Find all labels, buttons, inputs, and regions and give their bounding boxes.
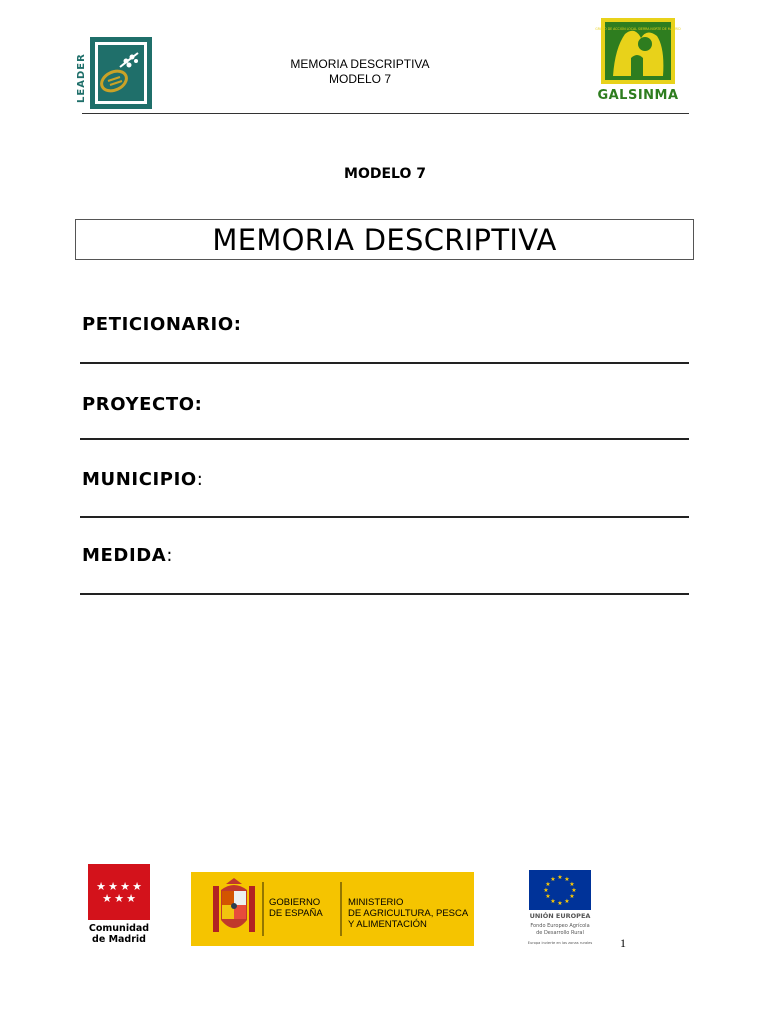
- header-title-line1: MEMORIA DESCRIPTIVA: [290, 57, 430, 71]
- field-medida: [82, 545, 689, 585]
- field-line-proyecto[interactable]: [80, 438, 689, 440]
- field-label: MUNICIPIO: [82, 469, 197, 490]
- field-colon: :: [196, 469, 203, 490]
- svg-text:★: ★: [543, 887, 549, 894]
- field-label: PETICIONARIO:: [82, 314, 242, 335]
- field-label: MEDIDA: [82, 545, 167, 566]
- svg-text:★: ★: [108, 880, 118, 893]
- page-number: 1: [620, 936, 626, 950]
- svg-text:★: ★: [545, 893, 551, 900]
- min-line1: MINISTERIO: [348, 897, 404, 908]
- svg-text:★: ★: [96, 880, 106, 893]
- comunidad-madrid-logo: [88, 864, 150, 944]
- svg-text:★: ★: [569, 893, 575, 900]
- svg-text:★: ★: [564, 898, 570, 905]
- svg-text:★: ★: [550, 876, 556, 883]
- ue-line1: Fondo Europeo Agrícola: [530, 923, 590, 929]
- gob-line1: GOBIERNO: [269, 897, 321, 908]
- field-municipio: [82, 469, 689, 509]
- field-line-municipio[interactable]: [80, 516, 689, 518]
- svg-text:★: ★: [571, 887, 577, 894]
- header-title-line2: MODELO 7: [328, 72, 391, 86]
- field-line-medida[interactable]: [80, 593, 689, 595]
- min-line2: DE AGRICULTURA, PESCA: [348, 908, 469, 919]
- madrid-line2: de Madrid: [92, 934, 146, 945]
- leader-logo-text: LEADER: [76, 53, 87, 103]
- main-title: MEMORIA DESCRIPTIVA: [212, 223, 557, 257]
- madrid-line1: Comunidad: [88, 923, 150, 934]
- field-proyecto: [82, 394, 689, 434]
- svg-text:★: ★: [569, 881, 575, 888]
- ue-line2: de Desarrollo Rural: [536, 930, 584, 936]
- svg-text:★: ★: [550, 898, 556, 905]
- header-divider: [82, 113, 689, 114]
- main-title-box: [75, 219, 694, 260]
- leader-logo: [74, 37, 152, 109]
- svg-text:★: ★: [120, 880, 130, 893]
- ue-title: UNIÓN EUROPEA: [529, 912, 591, 920]
- galsinma-logo: [595, 18, 681, 103]
- field-line-peticionario[interactable]: [80, 362, 689, 364]
- galsinma-ring-text: GRUPO DE ACCIÓN LOCAL SIERRA NORTE DE MADRID: [595, 27, 681, 31]
- svg-text:★: ★: [557, 900, 563, 907]
- model-label: MODELO 7: [344, 166, 426, 182]
- gob-line2: DE ESPAÑA: [269, 908, 323, 919]
- gobierno-espana-logo: [191, 872, 474, 946]
- svg-text:★: ★: [564, 876, 570, 883]
- svg-text:★: ★: [132, 880, 142, 893]
- union-europea-logo: [514, 870, 606, 948]
- galsinma-logo-text: GALSINMA: [597, 88, 679, 103]
- svg-text:★: ★: [114, 892, 124, 905]
- field-label: PROYECTO:: [82, 394, 203, 415]
- field-colon: :: [166, 545, 173, 566]
- svg-text:★: ★: [126, 892, 136, 905]
- min-line3: Y ALIMENTACIÓN: [348, 919, 427, 930]
- field-peticionario: [82, 314, 689, 354]
- ue-slogan: Europa invierte en las zonas rurales: [527, 941, 593, 945]
- svg-text:★: ★: [102, 892, 112, 905]
- svg-text:★: ★: [545, 881, 551, 888]
- svg-text:★: ★: [557, 874, 563, 881]
